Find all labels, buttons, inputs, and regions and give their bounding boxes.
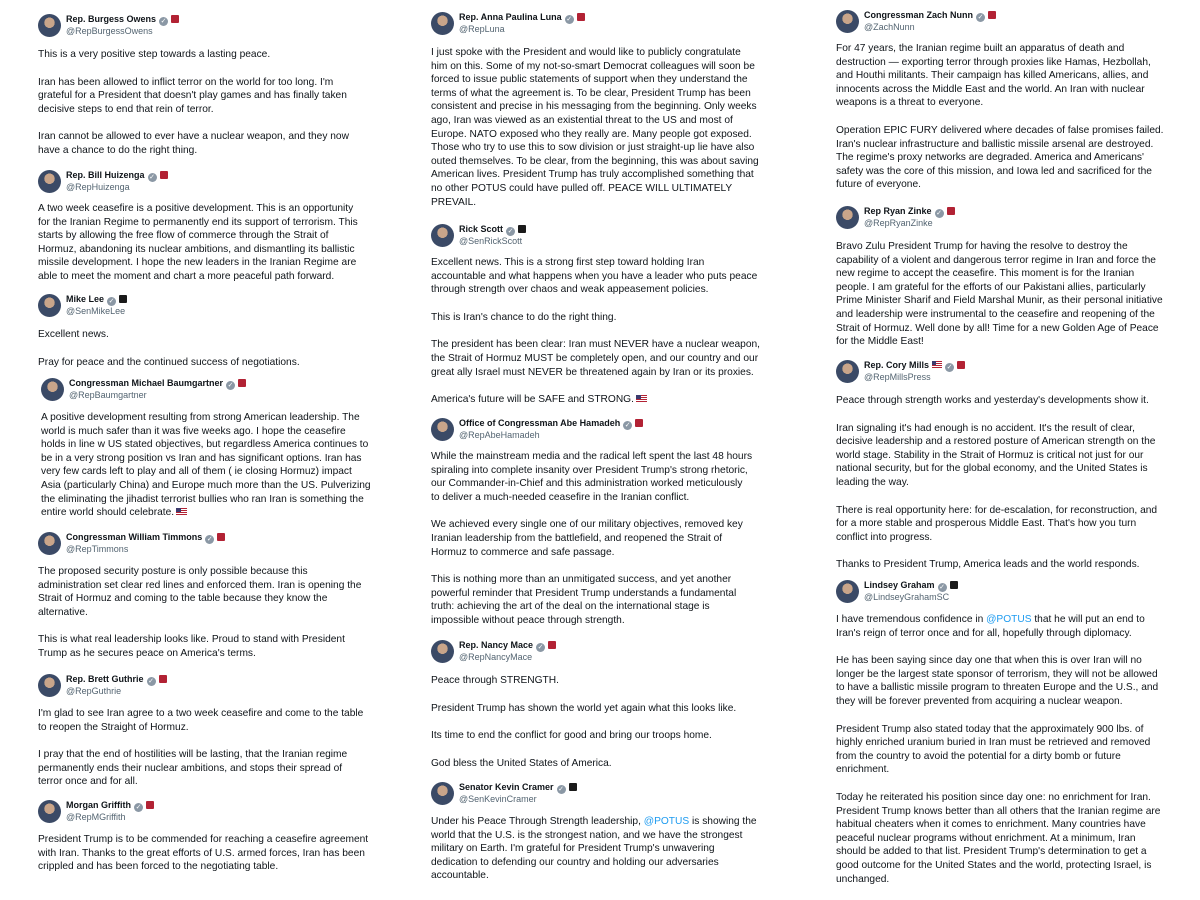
post-header xyxy=(38,532,383,560)
text-line: President Trump is to be commended for reaching a ceasefire agreement xyxy=(38,834,369,845)
text-line: I just spoke with the President and would like to publicly congratulate xyxy=(431,47,741,58)
text-line: forced to issue public statements of support when they understand the xyxy=(431,74,748,86)
text-line: enrichment. xyxy=(836,764,890,776)
text-line: conflict into progress. xyxy=(836,531,933,543)
verified-icon: ✓ xyxy=(135,804,142,811)
house-badge-icon xyxy=(238,379,246,387)
text-line: Today he reiterated his position since day one: no enrichment for Iran. xyxy=(836,791,1151,803)
text-line: Strait of Hormuz and coming to the table because they know the xyxy=(38,593,328,605)
text-line: world is much safer than it was five weeks ago. I hope the ceasefire xyxy=(41,425,346,437)
text-line: entire world should celebrate. xyxy=(41,506,383,520)
post-header xyxy=(38,14,383,42)
post-body xyxy=(431,256,776,407)
text-line: A positive development resulting from strong American leadership. The xyxy=(41,412,360,423)
post-michael-baumgartner xyxy=(41,378,383,520)
text-line: Peace through strength works and yesterday's developments show it. xyxy=(836,395,1149,406)
text-line: permanently ends their nuclear ambitions, and stops their spread of xyxy=(38,762,343,774)
text-line: President Trump knows better than all others that the Iranian regime are xyxy=(836,805,1161,817)
text-line: great ally Israel must NEVER be threatened again by Iran or its proxies. xyxy=(431,366,754,378)
post-mike-lee xyxy=(38,294,383,369)
avatar[interactable] xyxy=(38,674,61,697)
post-cory-mills xyxy=(836,360,1184,572)
text-line: be in a very strong position vs Iran and has significant options. Iran has xyxy=(41,452,362,464)
post-body xyxy=(431,46,776,209)
text-line: Hormuz to commerce and safe passage. xyxy=(431,546,615,558)
senate-badge-icon xyxy=(518,225,526,233)
verified-icon: ✓ xyxy=(227,382,234,389)
text-line: Its time to end the conflict for good and bring our troops home. xyxy=(431,730,712,742)
verified-icon: ✓ xyxy=(977,14,984,21)
post-zach-nunn xyxy=(836,10,1184,192)
post-body xyxy=(38,48,383,158)
text-line: Under his Peace Through Strength leadership, @POTUS is showing the xyxy=(431,816,757,827)
text-line: President Trump also stated today that the approximately 900 lbs. of xyxy=(836,723,1144,735)
text-line: world stage. Stability in the Strait of Hormuz is critical not just for our xyxy=(836,449,1144,461)
avatar[interactable] xyxy=(431,782,454,805)
post-body xyxy=(431,674,776,770)
post-anna-paulina-luna xyxy=(431,12,776,209)
post-ryan-zinke xyxy=(836,206,1184,349)
text-line: Peace through STRENGTH. xyxy=(431,675,559,686)
house-badge-icon xyxy=(217,533,225,541)
author-handle[interactable]: @RepMGriffith xyxy=(66,812,126,822)
senate-badge-icon xyxy=(119,295,127,303)
avatar[interactable] xyxy=(38,14,61,37)
text-line: Trump as he secures peace on America's terms. xyxy=(38,647,256,659)
text-line: to have a ballistic missile program to threaten Europe and the U.S., and xyxy=(836,682,1159,694)
text-line: the eliminating the jihadist terrorist bullies who ran Iran is something the xyxy=(41,493,364,505)
author-handle[interactable]: @SenMikeLee xyxy=(66,306,126,316)
post-rick-scott xyxy=(431,224,776,407)
avatar[interactable] xyxy=(38,532,61,555)
avatar[interactable] xyxy=(38,170,61,193)
author-name[interactable]: Congressman William Timmons ✓ xyxy=(66,532,225,544)
text-line: world that the U.S. is the strongest nation, and we have the strongest xyxy=(431,829,743,841)
author-name[interactable]: Mike Lee ✓ xyxy=(66,294,127,306)
author-name[interactable]: Rep. Anna Paulina Luna ✓ xyxy=(459,12,585,24)
verified-icon: ✓ xyxy=(946,364,953,371)
text-line: leading the way. xyxy=(836,476,909,488)
post-body xyxy=(431,450,776,628)
text-line: There is real opportunity here: for de-escalation, for reconstruction, and xyxy=(836,504,1158,516)
avatar[interactable] xyxy=(38,800,61,823)
avatar[interactable] xyxy=(836,206,859,229)
text-line: The proposed security posture is only possible because this xyxy=(38,566,308,577)
text-line: accountable. xyxy=(431,870,489,882)
post-header xyxy=(431,782,776,810)
senate-badge-icon xyxy=(569,783,577,791)
author-handle[interactable]: @RepMillsPress xyxy=(864,372,931,382)
text-line: people. I am grateful for the efforts of our Pakistani allies, particularly xyxy=(836,281,1146,293)
avatar[interactable] xyxy=(431,224,454,247)
text-line: He has been saying since day one that when this is over Iran will no xyxy=(836,655,1142,667)
text-line: dedication to defending our country and holding our adversaries xyxy=(431,856,719,868)
text-line: Iran has been allowed to inflict terror on the world for too long. I'm xyxy=(38,76,334,88)
text-line: A two week ceasefire is a positive development. This is an opportunity xyxy=(38,203,354,214)
text-line: Prime Minister Sharif and Field Marshal Munir, as their personal initiative xyxy=(836,295,1163,307)
author-handle[interactable]: @RepBurgessOwens xyxy=(66,26,153,36)
author-name[interactable]: Senator Kevin Cramer ✓ xyxy=(459,782,577,794)
author-name[interactable]: Rep. Nancy Mace ✓ xyxy=(459,640,556,652)
post-header xyxy=(431,12,776,40)
text-line: Iran cannot be allowed to ever have a nuclear weapon, and they now xyxy=(38,131,349,143)
author-handle[interactable]: @RepRyanZinke xyxy=(864,218,933,228)
author-handle[interactable]: @RepHuizenga xyxy=(66,182,130,192)
us-flag-icon xyxy=(932,361,942,368)
text-line: This is a very positive step towards a lasting peace. xyxy=(38,49,271,60)
house-badge-icon xyxy=(548,641,556,649)
mention-link[interactable]: @POTUS xyxy=(986,614,1032,625)
post-bill-huizenga xyxy=(38,170,383,284)
text-line: able to meet the moment and chart a more peaceful path forward. xyxy=(38,270,335,282)
verified-icon: ✓ xyxy=(624,422,631,429)
post-header xyxy=(431,640,776,668)
verified-icon: ✓ xyxy=(160,18,167,25)
text-line: new regime to accept the ceasefire. This moment is for the Iranian xyxy=(836,268,1135,280)
text-line: the Strait of Hormuz MUST be completely open, and our country and our xyxy=(431,352,759,364)
text-line: America's future will be SAFE and STRONG. xyxy=(431,393,776,407)
post-body xyxy=(38,707,383,789)
author-name[interactable]: Rep. Bill Huizenga ✓ xyxy=(66,170,168,182)
author-handle[interactable]: @RepGuthrie xyxy=(66,686,122,696)
post-nancy-mace xyxy=(431,640,776,770)
verified-icon: ✓ xyxy=(148,678,154,685)
text-line: I pray that the end of hostilities will be lasting, that the Iranian regime xyxy=(38,749,348,761)
author-name[interactable]: Office of Congressman Abe Hamadeh ✓ xyxy=(459,418,643,430)
us-flag-icon xyxy=(636,395,647,402)
text-line: Iranian leadership from the battlefield, and reopened the Strait of xyxy=(431,532,723,544)
text-line: truth: achieving the art of the deal on the international stage is xyxy=(431,601,710,613)
text-line: decisive steps to end that rein of terror. xyxy=(38,103,214,115)
post-header xyxy=(41,378,383,406)
author-handle[interactable]: @RepNancyMace xyxy=(459,652,533,662)
text-line: holds in line w US stated objectives, but regardless America continues to xyxy=(41,439,369,451)
text-line: decisive leadership and a restored posture of American strength on the xyxy=(836,436,1156,448)
post-brett-guthrie xyxy=(38,674,383,789)
text-line: powerful reminder that President Trump understands a fundamental xyxy=(431,587,737,599)
author-name[interactable]: Morgan Griffith ✓ xyxy=(66,800,154,812)
house-badge-icon xyxy=(146,801,154,809)
avatar[interactable] xyxy=(431,418,454,441)
mention-link[interactable]: @POTUS xyxy=(643,816,690,827)
text-line: The president has been clear: Iran must NEVER have a nuclear weapon, xyxy=(431,339,761,351)
post-header xyxy=(38,674,383,702)
text-line: outed themselves. To be clear, from the beginning, this was about saving xyxy=(431,155,759,167)
author-handle[interactable]: @RepAbeHamadeh xyxy=(459,430,540,440)
text-line: Excellent news. xyxy=(38,329,109,340)
post-header xyxy=(431,418,776,446)
text-line: Pray for peace and the continued success of negotiations. xyxy=(38,356,300,368)
post-body xyxy=(836,613,1184,886)
text-line: While the mainstream media and the radical left spent the last 48 hours xyxy=(431,451,753,462)
author-name[interactable]: Congressman Zach Nunn ✓ xyxy=(864,10,996,22)
post-lindsey-graham xyxy=(836,580,1184,886)
post-william-timmons xyxy=(38,532,383,661)
text-line: have a chance to do the right thing. xyxy=(38,144,198,156)
text-line: longer be the largest state sponsor of terrorism, they will not be allowed xyxy=(836,668,1158,680)
post-kevin-cramer xyxy=(431,782,776,883)
text-line: missile development. I hope the new leaders in the Iranian Regime are xyxy=(38,257,357,269)
author-name[interactable]: Congressman Michael Baumgartner ✓ xyxy=(69,378,246,390)
author-name[interactable]: Rick Scott ✓ xyxy=(459,224,526,236)
text-line: Iran signaling it's had enough is no accident. It's the result of clear, xyxy=(836,422,1135,434)
text-line: for the Iranian Regime to permanently end its support of terrorism. This xyxy=(38,216,358,228)
verified-icon: ✓ xyxy=(537,644,544,651)
avatar[interactable] xyxy=(431,12,454,35)
text-line: no other POTUS could have pulled off. PEACE WILL ULTIMATELY xyxy=(431,182,733,194)
post-header xyxy=(38,294,383,322)
author-name[interactable]: Rep. Cory Mills ✓ xyxy=(864,360,965,372)
text-line: terms of what the agreement is. To be clear, President Trump has been xyxy=(431,87,751,99)
text-line: This is Iran's chance to do the right thing. xyxy=(431,311,617,323)
author-name[interactable]: Rep. Brett Guthrie ✓ xyxy=(66,674,167,686)
text-line: him on this. Some of my not-so-smart Democrat colleagues will soon be xyxy=(431,60,755,72)
post-body xyxy=(41,411,383,520)
author-handle[interactable]: @RepLuna xyxy=(459,24,505,34)
avatar[interactable] xyxy=(431,640,454,663)
house-badge-icon xyxy=(988,11,996,19)
post-burgess-owens xyxy=(38,14,383,158)
text-line: God bless the United States of America. xyxy=(431,757,612,769)
text-line: I have tremendous confidence in @POTUS that he will put an end to xyxy=(836,614,1145,625)
text-line: our Commander-in-Chief and this administration worked meticulously xyxy=(431,478,743,490)
house-badge-icon xyxy=(577,13,585,21)
post-header xyxy=(836,360,1184,388)
text-line: with Iran. Thanks to the great efforts of U.S. armed forces, Iran has been xyxy=(38,847,365,859)
text-line: habitual cheaters when it comes to enrichment. Many countries have xyxy=(836,819,1146,831)
text-line: Excellent news. This is a strong first step toward holding Iran xyxy=(431,257,705,268)
post-morgan-griffith xyxy=(38,800,383,874)
verified-icon: ✓ xyxy=(507,228,514,235)
text-line: for the Middle East! xyxy=(836,336,924,348)
text-line: This is what real leadership looks like. Proud to stand with President xyxy=(38,634,345,646)
post-body xyxy=(38,565,383,661)
text-line: Asia (particularly China) and Europe much more than the US. Pulverizing xyxy=(41,479,371,491)
text-line: Iran's nuclear infrastructure and ballistic missile arsenal are destroyed. xyxy=(836,138,1154,150)
author-handle[interactable]: @RepTimmons xyxy=(66,544,129,554)
verified-icon: ✓ xyxy=(566,16,573,23)
text-line: peaceful nuclear programs without enrichment. At a minimum, Iran xyxy=(836,832,1136,844)
post-header xyxy=(836,580,1184,608)
post-abe-hamadeh xyxy=(431,418,776,628)
text-line: alternative. xyxy=(38,606,88,618)
text-line: Bravo Zulu President Trump for having the resolve to destroy the xyxy=(836,241,1128,252)
post-body xyxy=(836,42,1184,192)
post-body xyxy=(836,394,1184,572)
text-line: and Houthi militants. Their campaign has killed Americans, allies, and xyxy=(836,70,1149,82)
text-line: Hormuz, abandoning its nuclear ambitions, and dismantling its ballistic xyxy=(38,243,355,255)
text-line: President Trump has shown the world yet again what this looks like. xyxy=(431,702,737,714)
house-badge-icon xyxy=(171,15,179,23)
author-handle[interactable]: @RepBaumgartner xyxy=(69,390,147,400)
senate-badge-icon xyxy=(950,581,958,589)
author-name[interactable]: Lindsey Graham ✓ xyxy=(864,580,958,592)
text-line: Those who try to use this to sow division or just straight-up lie have also xyxy=(431,142,755,154)
post-body xyxy=(38,202,383,284)
text-line: from the country to avoid the potential for a dirty bomb or future xyxy=(836,750,1121,762)
text-line: highly enriched uranium buried in Iran must be retrieved and removed xyxy=(836,737,1151,749)
verified-icon: ✓ xyxy=(558,786,564,793)
text-line: unchanged. xyxy=(836,873,890,885)
text-line: American lives. President Trump has truly accomplished something that xyxy=(431,169,754,181)
author-handle[interactable]: @SenRickScott xyxy=(459,236,523,246)
text-line: and leadership were instrumental to the ceasefire and reopening of the xyxy=(836,308,1155,320)
avatar[interactable] xyxy=(41,378,64,401)
text-line: they will be forever prevented from acquiring a nuclear weapon. xyxy=(836,695,1123,707)
text-line: should be added to that list. President Trump's determination to get a xyxy=(836,846,1147,858)
text-line: to deliver a much-needed ceasefire in the Iranian conflict. xyxy=(431,491,690,503)
text-line: We achieved every single one of our military objectives, removed key xyxy=(431,519,743,531)
text-line: military on Earth. I'm grateful for President Trump's unwavering xyxy=(431,843,715,855)
text-line: accountable and what happens when you have a leader who puts peace xyxy=(431,270,758,282)
post-body xyxy=(836,240,1184,349)
text-line: spiraling into complete insanity over President Trump's strong rhetoric, xyxy=(431,464,748,476)
text-line: Europe. NATO exposed who they really are. Many people got exposed. xyxy=(431,128,752,140)
post-header xyxy=(836,10,1184,38)
avatar[interactable] xyxy=(836,580,859,603)
text-line: Strait of Hormuz. Well done by all! Time for a new Golden Age of Peace xyxy=(836,322,1159,334)
house-badge-icon xyxy=(159,675,167,683)
text-line: administration set clear red lines and enforced them. Iran is opening the xyxy=(38,579,362,591)
text-line: This is nothing more than an unmitigated success, and yet another xyxy=(431,574,732,586)
text-line: to reopen the Straight of Hormuz. xyxy=(38,721,189,733)
us-flag-icon xyxy=(176,508,187,515)
avatar[interactable] xyxy=(836,10,859,33)
post-body xyxy=(38,328,383,369)
text-line: PREVAIL. xyxy=(431,196,477,208)
text-line: grateful for a President that doesn't play games and has finally taken xyxy=(38,90,347,102)
text-line: The regime's proxy networks are degraded. America and Americans' xyxy=(836,152,1144,164)
author-name[interactable]: Rep Ryan Zinke ✓ xyxy=(864,206,955,218)
text-line: destruction — exporting terror through proxies like Hamas, Hezbollah, xyxy=(836,56,1151,68)
text-line: Iran's reign of terror once and for all, hopefully through diplomacy. xyxy=(836,627,1132,639)
text-line: ago, Iran was viewed as an existential threat to the US and most of xyxy=(431,114,733,126)
author-handle[interactable]: @LindseyGrahamSC xyxy=(864,592,950,602)
text-line: Operation EPIC FURY delivered where decades of false promises failed. xyxy=(836,124,1164,136)
text-line: terror once and for all. xyxy=(38,776,138,788)
text-line: Thanks to President Trump, America leads and the world responds. xyxy=(836,559,1140,571)
author-handle[interactable]: @ZachNunn xyxy=(864,22,915,32)
text-line: future of everyone. xyxy=(836,179,921,191)
text-line: I'm glad to see Iran agree to a two week ceasefire and come to the table xyxy=(38,708,364,719)
house-badge-icon xyxy=(635,419,643,427)
text-line: good outcome for the United States and the world, protecting Israel, is xyxy=(836,859,1152,871)
verified-icon: ✓ xyxy=(936,210,942,217)
verified-icon: ✓ xyxy=(939,584,945,591)
author-handle[interactable]: @SenKevinCramer xyxy=(459,794,537,804)
author-name[interactable]: Rep. Burgess Owens ✓ xyxy=(66,14,179,26)
avatar[interactable] xyxy=(38,294,61,317)
text-line: for a more stable and prosperous Middle East. That's how you turn xyxy=(836,518,1137,530)
post-body xyxy=(431,815,776,883)
post-body xyxy=(38,833,383,874)
text-line: impossible without peace through strength. xyxy=(431,614,625,626)
post-header xyxy=(431,224,776,252)
text-line: innocents across the Middle East and the world. An Iran with nuclear xyxy=(836,83,1145,95)
text-line: through strength over chaos and weak appeasement policies. xyxy=(431,284,709,296)
text-line: starts by allowing the free flow of commerce through the Strait of xyxy=(38,230,329,242)
house-badge-icon xyxy=(947,207,955,215)
house-badge-icon xyxy=(160,171,168,179)
text-line: national security, but for the global economy, and the United States is xyxy=(836,463,1148,475)
post-header xyxy=(38,170,383,198)
text-line: safety was the core of this mission, and Iowa led and sacrificed for the xyxy=(836,165,1152,177)
verified-icon: ✓ xyxy=(206,536,213,543)
house-badge-icon xyxy=(957,361,965,369)
text-line: consistent and precise in his messaging from the beginning. Only weeks xyxy=(431,101,757,113)
text-line: very few cards left to play and all of them ( ie closing Hormuz) impact xyxy=(41,466,352,478)
text-line: For 47 years, the Iranian regime built an apparatus of death and xyxy=(836,43,1125,54)
verified-icon: ✓ xyxy=(149,174,155,181)
avatar[interactable] xyxy=(836,360,859,383)
post-header xyxy=(836,206,1184,234)
text-line: weapons is a threat to everyone. xyxy=(836,97,984,109)
text-line: crippled and has been forced to the negotiating table. xyxy=(38,861,279,873)
verified-icon: ✓ xyxy=(108,298,115,305)
text-line: capability of a violent and dangerous terror regime in Iran and force the xyxy=(836,254,1156,266)
post-header xyxy=(38,800,383,828)
